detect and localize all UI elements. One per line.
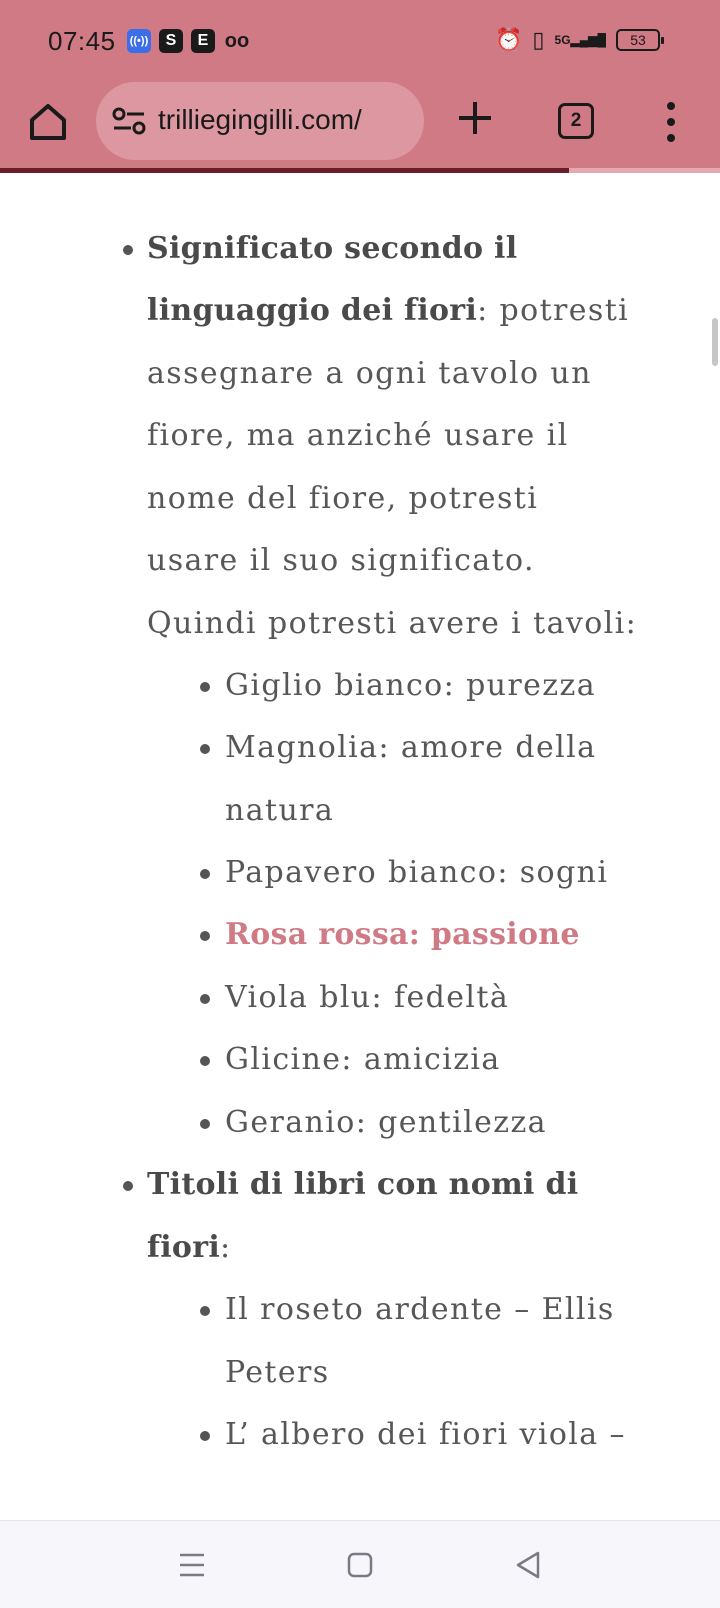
list-bullet xyxy=(200,1119,210,1129)
home-button[interactable] xyxy=(26,100,70,144)
site-settings-icon[interactable] xyxy=(112,106,146,136)
more-menu-icon[interactable] xyxy=(658,100,684,144)
list-bullet xyxy=(123,245,133,255)
rosa-rossa-link[interactable]: Rosa rossa: passione xyxy=(225,917,580,952)
intro-text: assegnare a ogni tavolo un xyxy=(147,356,592,391)
voicemail-icon: ᴏᴏ xyxy=(224,29,250,52)
intro-text: Quindi potresti avere i tavoli: xyxy=(147,606,638,641)
list-bullet xyxy=(200,869,210,879)
list-item: Papavero bianco: sogni xyxy=(225,855,609,890)
address-bar[interactable] xyxy=(96,82,424,160)
list-item: Magnolia: amore della xyxy=(225,730,597,765)
list-bullet xyxy=(123,1181,133,1191)
list-bullet xyxy=(200,682,210,692)
list-bullet xyxy=(200,994,210,1004)
list-bullet xyxy=(200,931,210,941)
section-heading-end: fiori xyxy=(147,1230,221,1265)
scrollbar-thumb[interactable] xyxy=(712,318,718,366)
progress-fill xyxy=(0,168,569,173)
alarm-icon: ⏰ xyxy=(495,27,523,52)
tab-switcher-button[interactable]: 2 xyxy=(558,103,594,139)
system-status-icons xyxy=(495,28,660,52)
heading-colon: : xyxy=(477,293,489,328)
intro-text: nome del fiore, potresti xyxy=(147,481,539,516)
list-bullet xyxy=(200,1056,210,1066)
list-item-continuation: natura xyxy=(225,793,335,828)
section-heading-line xyxy=(147,291,629,331)
page-load-progress xyxy=(0,168,720,173)
list-bullet xyxy=(200,744,210,754)
recent-apps-icon[interactable] xyxy=(172,1545,212,1585)
back-icon[interactable] xyxy=(508,1545,548,1585)
signal-icon: 5G▂▄▆█ xyxy=(554,33,606,47)
list-item: Geranio: gentilezza xyxy=(225,1105,547,1140)
notification-icons xyxy=(127,29,251,53)
list-item: Viola blu: fedeltà xyxy=(225,980,510,1015)
list-item: Glicine: amicizia xyxy=(225,1042,501,1077)
e-app-icon: E xyxy=(191,29,215,53)
section-heading: Significato secondo il xyxy=(147,231,518,266)
list-item: Giglio bianco: purezza xyxy=(225,668,596,703)
list-bullet xyxy=(200,1431,210,1441)
section-heading-end: linguaggio dei fiori xyxy=(147,293,478,328)
browser-toolbar xyxy=(0,82,720,170)
intro-text: potresti xyxy=(499,293,630,328)
url-text[interactable]: trilliegingilli.com/ xyxy=(158,104,362,135)
home-icon[interactable] xyxy=(340,1545,380,1585)
intro-text: fiore, ma anziché usare il xyxy=(147,418,569,453)
section-heading: Titoli di libri con nomi di xyxy=(147,1167,579,1202)
intro-text: usare il suo significato. xyxy=(147,543,535,578)
list-item: Il roseto ardente – Ellis xyxy=(225,1292,615,1327)
new-tab-button[interactable] xyxy=(455,98,495,138)
s-app-icon: S xyxy=(159,29,183,53)
heading-colon: : xyxy=(220,1230,232,1265)
section-heading-line xyxy=(147,1228,232,1268)
battery-level: 53 xyxy=(630,32,646,48)
vibrate-icon: ▯ xyxy=(532,27,545,52)
battery-icon xyxy=(616,29,660,51)
status-bar xyxy=(0,0,720,82)
network-label: 5G xyxy=(554,33,571,47)
system-navigation-bar xyxy=(0,1520,720,1608)
list-item-continuation: Peters xyxy=(225,1355,330,1390)
list-item: L’ albero dei fiori viola – xyxy=(225,1417,626,1452)
list-bullet xyxy=(200,1306,210,1316)
article-content xyxy=(0,178,720,1518)
hotspot-icon: ((•)) xyxy=(127,29,151,53)
status-time: 07:45 xyxy=(48,26,116,56)
